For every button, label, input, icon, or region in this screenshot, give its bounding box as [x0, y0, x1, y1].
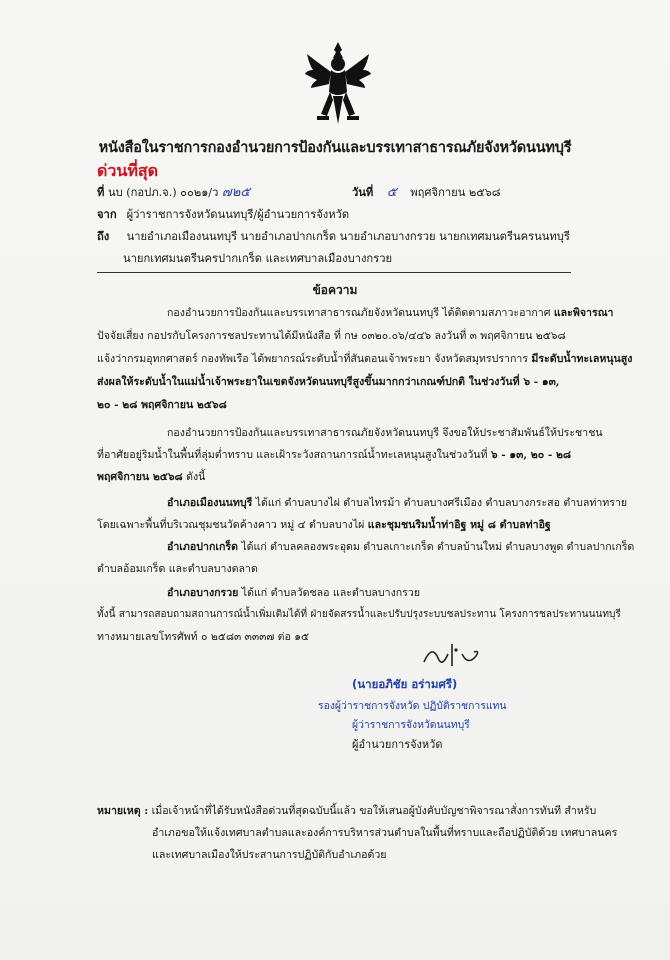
paragraph-1-line-3	[97, 350, 633, 367]
paragraph-3-line-2: ทางหมายเลขโทรศัพท์ ๐ ๒๕๘๓ ๓๓๓๗ ต่อ ๑๕	[97, 631, 310, 643]
paragraph-3-line-1: ทั้งนี้ สามารถสอบถามสถานการณ์น้ำเพิ่มเติมได้ที่ ฝ่ายจัดสรรน้ำและปรับปรุงระบบชลประทาน โครงการชลประทานนนทบุรี	[97, 609, 621, 620]
district-3-text: ได้แก่ ตำบลวัดชลอ และตำบลบางกรวย	[238, 587, 421, 599]
paragraph-1-line-1	[97, 304, 614, 321]
signatory-position-3: ผู้อำนวยการจังหวัด	[352, 738, 443, 751]
district-1-line-2	[97, 516, 573, 533]
paragraph-2-line-2	[97, 446, 573, 463]
handwritten-signature-icon	[418, 636, 488, 676]
to-line	[97, 227, 570, 245]
district-1-text: ได้แก่ ตำบลบางไผ่ ตำบลไทรม้า ตำบลบางศรีเมือง ตำบลบางกระสอ ตำบลท่าทราย	[252, 497, 628, 509]
section-title: ข้อความ	[312, 283, 358, 297]
from-value: ผู้ว่าราชการจังหวัดนนทบุรี/ผู้อำนวยการจังหวัด	[126, 208, 350, 221]
paragraph-2-line-1: กองอำนวยการป้องกันและบรรเทาสาธารณภัยจังหวัดนนทบุรี จึงขอให้ประชาสัมพันธ์ให้ประชาชน	[167, 427, 603, 439]
district-1-l2-bold: และชุมชนริมน้ำท่าอิฐ หมู่ ๘ ตำบลท่าอิฐ	[367, 519, 551, 531]
ref-label: ที่	[97, 186, 105, 199]
urgency-label: ด่วนที่สุด	[97, 161, 159, 180]
p1-text: กองอำนวยการป้องกันและบรรเทาสาธารณภัยจังหวัดนนทบุรี ได้ติดตามสภาวะอากาศ	[167, 307, 554, 319]
header-divider	[97, 272, 571, 273]
note-line-2: อำเภอขอให้แจ้งเทศบาลตำบลและองค์การบริหารส่วนตำบลในพื้นที่ทราบและถือปฏิบัติด้วย เทศบาลนคร	[152, 827, 618, 839]
p2-l2-bold: ๖ - ๑๓, ๒๐ - ๒๘	[490, 449, 572, 461]
p1-l3-bold: มีระดับน้ำทะเลหนุนสูง	[531, 353, 633, 365]
p1-bold: และพิจารณา	[553, 307, 614, 319]
ref-value: นบ (กอปภ.จ.) ๐๐๒๑/ว	[107, 186, 219, 199]
signatory-name: (นายอภิชัย อร่ามศรี)	[352, 677, 458, 691]
district-2-text: ได้แก่ ตำบลคลองพระอุดม ตำบลเกาะเกร็ด ตำบลบ้านใหม่ ตำบลบางพูด ตำบลปากเกร็ด	[237, 541, 635, 553]
district-3-name: อำเภอบางกรวย	[167, 587, 239, 599]
to-recipients-line1: นายอำเภอเมืองนนทบุรี นายอำเภอปากเกร็ด นายอำเภอบางกรวย นายกเทศมนตรีนครนนทบุรี	[126, 230, 570, 243]
reference-line	[97, 181, 250, 202]
date-label: วันที่	[352, 186, 374, 199]
signatory-position-1: รองผู้ว่าราชการจังหวัด ปฏิบัติราชการแทน	[318, 700, 507, 712]
district-2-name: อำเภอปากเกร็ด	[167, 541, 238, 553]
p2-l2-text: ที่อาศัยอยู่ริมน้ำในพื้นที่ลุ่มต่ำทราบ และเฝ้าระวังสถานการณ์น้ำทะเลหนุนสูงในช่วงวันที่	[97, 449, 491, 461]
to-recipients-line2: นายกเทศมนตรีนครปากเกร็ด และเทศบาลเมืองบางกรวย	[123, 252, 393, 265]
date-month-year: พฤศจิกายน ๒๕๖๘	[410, 186, 501, 199]
date-day-handwritten: ๕	[386, 185, 397, 200]
to-label: ถึง	[97, 230, 110, 243]
garuda-emblem-icon	[303, 40, 373, 128]
p2-l3-text: ดังนี้	[182, 471, 206, 483]
from-line	[97, 205, 349, 223]
note-line-3: และเทศบาลเมืองให้ประสานการปฏิบัติกับอำเภอด้วย	[152, 849, 387, 861]
from-label: จาก	[97, 208, 117, 221]
district-2-line-2: ตำบลอ้อมเกร็ด และตำบลบางตลาด	[97, 563, 258, 575]
p1-l3-text: แจ้งว่ากรมอุทกศาสตร์ กองทัพเรือ ได้พยากรณ์ระดับน้ำที่สันดอนเจ้าพระยา จังหวัดสมุทรปราการ	[97, 353, 532, 365]
note-label: หมายเหตุ :	[97, 805, 149, 817]
paragraph-1-line-2: ปัจจัยเสี่ยง กอปรกับโครงการชลประทานได้มีหนังสือ ที่ กษ ๐๓๒๐.๐๖/๔๔๖ ลงวันที่ ๓ พฤศจิกายน ๒๕๖๘	[97, 330, 566, 342]
note-line-1	[97, 802, 596, 819]
document-title: หนังสือในราชการกองอำนวยการป้องกันและบรรเทาสาธารณภัยจังหวัดนนทบุรี	[98, 140, 572, 156]
paragraph-2-line-3	[97, 468, 573, 485]
district-1-name: อำเภอเมืองนนทบุรี	[167, 497, 253, 509]
district-1-line-1	[97, 494, 628, 511]
paragraph-1-line-5: ๒๐ - ๒๘ พฤศจิกายน ๒๕๖๘	[97, 399, 227, 411]
district-1-l2-text: โดยเฉพาะพื้นที่บริเวณชุมชนวัดค้างคาว หมู่ ๔ ตำบลบางไผ่	[97, 519, 368, 531]
note-text-1: เมื่อเจ้าหน้าที่ได้รับหนังสือด่วนที่สุดฉบับนี้แล้ว ขอให้เสนอผู้บังคับบัญชาพิจารณาสั่งการทันที สำหรับ	[151, 805, 597, 817]
p2-l3-bold: พฤศจิกายน ๒๕๖๘	[97, 471, 183, 483]
ref-handwritten-number: ๗๒๕	[221, 185, 251, 200]
district-3-line-1	[97, 584, 573, 601]
paragraph-1-line-4: ส่งผลให้ระดับน้ำในแม่น้ำเจ้าพระยาในเขตจังหวัดนนทบุรีสูงขึ้นมากกว่าเกณฑ์ปกติ ในช่วงวันที่ ๖ - ๑๓,	[97, 376, 560, 388]
district-2-line-1	[97, 538, 635, 555]
signatory-position-2: ผู้ว่าราชการจังหวัดนนทบุรี	[352, 719, 470, 731]
date-line	[352, 181, 500, 202]
